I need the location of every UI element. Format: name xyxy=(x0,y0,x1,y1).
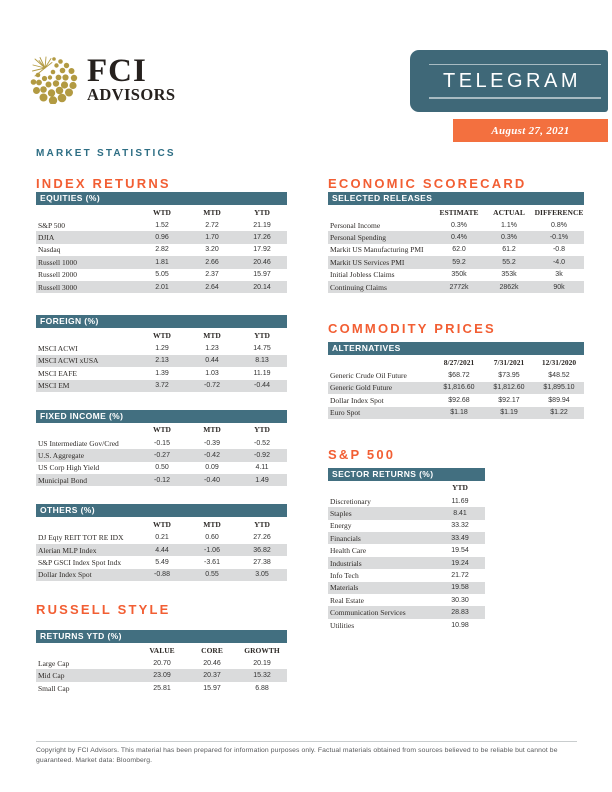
table-selected-releases xyxy=(328,192,584,293)
table-row xyxy=(328,394,584,406)
table-foreign xyxy=(36,315,287,392)
table-fixed-income xyxy=(36,410,287,487)
table-row xyxy=(36,669,287,681)
cell-value: 21.72 xyxy=(451,571,469,579)
row-label: Personal Spending xyxy=(330,233,387,243)
cell-value: 17.26 xyxy=(253,234,271,242)
date-banner xyxy=(453,119,608,142)
cell-value: 8.13 xyxy=(255,357,269,365)
row-label: Mid Cap xyxy=(38,671,65,681)
table-body xyxy=(328,369,584,419)
column-header: WTD xyxy=(153,330,171,340)
table-title-bar: EQUITIES (%) xyxy=(36,192,287,205)
banner-title: TELEGRAM xyxy=(442,70,582,92)
row-label: Energy xyxy=(330,521,352,531)
column-header: ACTUAL xyxy=(493,207,525,217)
cell-value: 20.37 xyxy=(203,672,221,680)
table-title-bar: RETURNS YTD (%) xyxy=(36,630,287,643)
row-label: S&P 500 xyxy=(38,220,66,230)
cell-value: 1.39 xyxy=(155,369,169,377)
cell-value: 20.19 xyxy=(253,659,271,667)
row-label: Alerian MLP Index xyxy=(38,545,97,555)
column-header: MTD xyxy=(203,330,221,340)
cell-value: 0.96 xyxy=(155,234,169,242)
cell-value: -0.42 xyxy=(204,451,220,459)
cell-value: 2862k xyxy=(499,283,519,291)
cell-value: 20.14 xyxy=(253,283,271,291)
cell-value: 33.32 xyxy=(451,522,469,530)
section-heading-russell-style: RUSSELL STYLE xyxy=(36,602,171,618)
row-label: Euro Spot xyxy=(330,408,361,418)
table-header-row xyxy=(36,205,287,219)
table-row xyxy=(328,256,584,268)
cell-value: 3.05 xyxy=(255,571,269,579)
cell-value: 20.46 xyxy=(203,659,221,667)
cell-value: 3k xyxy=(555,271,563,279)
table-body xyxy=(36,342,287,392)
banner-rule-top xyxy=(429,64,601,66)
column-header: YTD xyxy=(452,483,468,493)
cell-value: $73.95 xyxy=(498,372,520,380)
table-body xyxy=(36,437,287,487)
cell-value: 15.97 xyxy=(203,684,221,692)
row-label: Generic Crude Oil Future xyxy=(330,371,407,381)
row-label: MSCI EM xyxy=(38,381,70,391)
cell-value: 61.2 xyxy=(502,246,516,254)
cell-value: -3.61 xyxy=(204,558,220,566)
cell-value: -0.44 xyxy=(254,382,270,390)
cell-value: $68.72 xyxy=(448,372,470,380)
cell-value: 0.3% xyxy=(451,221,467,229)
cell-value: 21.19 xyxy=(253,221,271,229)
row-label: Russell 2000 xyxy=(38,270,77,280)
column-header: MTD xyxy=(203,425,221,435)
cell-value: -0.39 xyxy=(204,439,220,447)
column-header: MTD xyxy=(203,519,221,529)
cell-value: 19.54 xyxy=(451,547,469,555)
cell-value: 1.23 xyxy=(205,345,219,353)
table-title-bar: FIXED INCOME (%) xyxy=(36,410,287,423)
table-row xyxy=(36,367,287,379)
cell-value: 11.69 xyxy=(451,497,469,505)
cell-value: 0.09 xyxy=(205,464,219,472)
cell-value: 4.11 xyxy=(255,464,269,472)
table-row xyxy=(36,437,287,449)
table-row xyxy=(328,507,485,519)
section-heading-commodity-prices: COMMODITY PRICES xyxy=(328,321,496,337)
cell-value: 30.30 xyxy=(451,596,469,604)
cell-value: 8.41 xyxy=(453,509,467,517)
right-column xyxy=(328,177,584,631)
cell-value: 5.05 xyxy=(155,271,169,279)
cell-value: 27.38 xyxy=(253,558,271,566)
cell-value: 1.29 xyxy=(155,345,169,353)
row-label: Industrials xyxy=(330,558,362,568)
table-row xyxy=(36,474,287,486)
table-row xyxy=(36,342,287,354)
row-label: MSCI EAFE xyxy=(38,368,77,378)
column-header: 12/31/2020 xyxy=(541,357,577,367)
cell-value: -0.92 xyxy=(254,451,270,459)
row-label: Info Tech xyxy=(330,570,359,580)
cell-value: $1.19 xyxy=(500,409,518,417)
table-body xyxy=(328,495,485,631)
row-label: Staples xyxy=(330,508,352,518)
table-row xyxy=(36,244,287,256)
cell-value: 353k xyxy=(501,271,517,279)
cell-value: 2.64 xyxy=(205,283,219,291)
table-header-row xyxy=(36,643,287,657)
row-label: Dollar Index Spot xyxy=(330,395,384,405)
cell-value: 5.49 xyxy=(155,558,169,566)
row-label: DJ Eqty REIT TOT RE IDX xyxy=(38,533,124,543)
banner-date: August 27, 2021 xyxy=(491,124,570,137)
cell-value: 1.70 xyxy=(205,234,219,242)
column-header: ESTIMATE xyxy=(439,207,479,217)
left-column xyxy=(36,177,287,694)
cell-value: -0.88 xyxy=(154,571,170,579)
row-label: Initial Jobless Claims xyxy=(330,270,395,280)
cell-value: 3.20 xyxy=(205,246,219,254)
cell-value: 10.98 xyxy=(451,621,469,629)
table-row xyxy=(328,520,485,532)
cell-value: $1.22 xyxy=(550,409,568,417)
table-row xyxy=(328,269,584,281)
table-row xyxy=(328,231,584,243)
table-body xyxy=(36,531,287,581)
table-title-bar: SECTOR RETURNS (%) xyxy=(328,468,485,481)
cell-value: 55.2 xyxy=(502,258,516,266)
cell-value: $89.94 xyxy=(548,396,570,404)
row-label: Utilities xyxy=(330,620,355,630)
row-label: Markit US Manufacturing PMI xyxy=(330,245,424,255)
cell-value: 4.44 xyxy=(155,546,169,554)
cell-value: 25.81 xyxy=(153,684,171,692)
table-row xyxy=(36,569,287,581)
page-title: MARKET STATISTICS xyxy=(36,148,176,159)
cell-value: 15.32 xyxy=(253,672,271,680)
column-header: CORE xyxy=(201,645,223,655)
table-header-row xyxy=(328,205,584,219)
row-label: US Intermediate Gov/Cred xyxy=(38,438,119,448)
column-header: YTD xyxy=(254,330,270,340)
table-row xyxy=(328,619,485,631)
table-returns-ytd xyxy=(36,630,287,694)
table-title-bar: OTHERS (%) xyxy=(36,504,287,517)
cell-value: 11.19 xyxy=(253,369,271,377)
row-label: Small Cap xyxy=(38,683,70,693)
footer-disclaimer: Copyright by FCI Advisors. This material has been prepared for information purposes only. Factual materials obtained from sources believed to be reliable but cannot be guaranteed. Market data: Bloomberg. xyxy=(36,747,558,764)
row-label: U.S. Aggregate xyxy=(38,450,85,460)
table-row xyxy=(328,244,584,256)
row-label: Russell 1000 xyxy=(38,257,77,267)
banner-rule-bottom xyxy=(429,97,601,99)
table-row xyxy=(328,557,485,569)
row-label: Russell 3000 xyxy=(38,282,77,292)
cell-value: 2.37 xyxy=(205,271,219,279)
cell-value: 1.52 xyxy=(155,221,169,229)
table-row xyxy=(328,407,584,419)
table-row xyxy=(328,281,584,293)
cell-value: 27.26 xyxy=(253,534,271,542)
cell-value: -0.52 xyxy=(254,439,270,447)
table-body xyxy=(328,219,584,293)
table-body xyxy=(36,219,287,293)
table-row xyxy=(328,594,485,606)
cell-value: 1.1% xyxy=(501,221,517,229)
cell-value: -0.27 xyxy=(154,451,170,459)
row-label: Municipal Bond xyxy=(38,475,87,485)
column-header: WTD xyxy=(153,207,171,217)
cell-value: 1.49 xyxy=(255,476,269,484)
cell-value: -0.1% xyxy=(549,234,569,242)
row-label: Materials xyxy=(330,583,359,593)
table-row xyxy=(36,219,287,231)
table-row xyxy=(328,582,485,594)
cell-value: 19.24 xyxy=(451,559,469,567)
cell-value: 62.0 xyxy=(452,246,466,254)
row-label: Generic Gold Future xyxy=(330,383,393,393)
row-label: Discretionary xyxy=(330,496,371,506)
table-others xyxy=(36,504,287,581)
row-label: Personal Income xyxy=(330,220,381,230)
section-heading-index-returns: INDEX RETURNS xyxy=(36,176,171,191)
cell-value: 2.66 xyxy=(205,258,219,266)
cell-value: $48.52 xyxy=(548,372,570,380)
cell-value: 1.03 xyxy=(205,369,219,377)
cell-value: 0.55 xyxy=(205,571,219,579)
cell-value: 14.75 xyxy=(253,345,271,353)
cell-value: 15.97 xyxy=(253,271,271,279)
table-header-row xyxy=(328,481,485,495)
cell-value: 2.82 xyxy=(155,246,169,254)
row-label: S&P GSCI Index Spot Indx xyxy=(38,557,122,567)
column-header: MTD xyxy=(203,207,221,217)
row-label: Continuing Claims xyxy=(330,282,387,292)
row-label: Dollar Index Spot xyxy=(38,570,92,580)
cell-value: 3.72 xyxy=(155,382,169,390)
table-header-row xyxy=(328,355,584,369)
row-label: US Corp High Yield xyxy=(38,463,100,473)
table-row xyxy=(36,462,287,474)
column-header: WTD xyxy=(153,519,171,529)
cell-value: 2.72 xyxy=(205,221,219,229)
cell-value: 350k xyxy=(451,271,467,279)
table-row xyxy=(328,532,485,544)
section-heading-sp500: S&P 500 xyxy=(328,446,396,462)
table-row xyxy=(36,380,287,392)
column-header: YTD xyxy=(254,425,270,435)
cell-value: 90k xyxy=(553,283,565,291)
cell-value: $92.17 xyxy=(498,396,520,404)
logo-line1: FCI xyxy=(87,53,147,89)
column-header: VALUE xyxy=(149,645,175,655)
cell-value: 1.81 xyxy=(155,258,169,266)
cell-value: 0.50 xyxy=(155,464,169,472)
cell-value: $1,895.10 xyxy=(543,384,575,392)
column-header: 7/31/2021 xyxy=(493,357,525,367)
cell-value: -0.72 xyxy=(204,382,220,390)
table-row xyxy=(36,682,287,694)
table-row xyxy=(328,369,584,381)
cell-value: -0.15 xyxy=(154,439,170,447)
cell-value: 0.8% xyxy=(551,221,567,229)
footer-divider xyxy=(36,741,577,742)
row-label: Real Estate xyxy=(330,595,364,605)
table-row xyxy=(36,281,287,293)
cell-value: $1,816.60 xyxy=(443,384,475,392)
column-header: YTD xyxy=(254,207,270,217)
table-row xyxy=(36,355,287,367)
table-equities xyxy=(36,192,287,293)
table-header-row xyxy=(36,328,287,342)
table-title-bar: SELECTED RELEASES xyxy=(328,192,584,205)
table-row xyxy=(328,382,584,394)
page-footer xyxy=(36,741,577,765)
table-row xyxy=(328,569,485,581)
row-label: Large Cap xyxy=(38,658,70,668)
cell-value: 17.92 xyxy=(253,246,271,254)
cell-value: 33.49 xyxy=(451,534,469,542)
cell-value: 0.3% xyxy=(501,234,517,242)
row-label: Nasdaq xyxy=(38,245,61,255)
table-sector-returns xyxy=(328,468,485,631)
cell-value: 0.44 xyxy=(205,357,219,365)
cell-value: 0.21 xyxy=(155,534,169,542)
logo-line2: ADVISORS xyxy=(87,85,176,104)
row-label: Health Care xyxy=(330,546,367,556)
cell-value: $1,812.60 xyxy=(493,384,525,392)
row-label: MSCI ACWI xyxy=(38,344,78,354)
section-heading-economic-scorecard: ECONOMIC SCORECARD xyxy=(328,176,527,191)
table-row xyxy=(36,657,287,669)
cell-value: -0.12 xyxy=(154,476,170,484)
row-label: Markit US Services PMI xyxy=(330,257,405,267)
cell-value: 59.2 xyxy=(452,258,466,266)
table-row xyxy=(328,606,485,618)
cell-value: 20.46 xyxy=(253,258,271,266)
row-label: Financials xyxy=(330,533,361,543)
cell-value: 36.82 xyxy=(253,546,271,554)
cell-value: 0.4% xyxy=(451,234,467,242)
cell-value: 19.58 xyxy=(451,584,469,592)
column-header: YTD xyxy=(254,519,270,529)
table-row xyxy=(36,556,287,568)
cell-value: 23.09 xyxy=(153,672,171,680)
table-row xyxy=(36,269,287,281)
cell-value: 2772k xyxy=(449,283,469,291)
column-header: DIFFERENCE xyxy=(534,207,584,217)
cell-value: -1.06 xyxy=(204,546,220,554)
table-row xyxy=(36,449,287,461)
table-row xyxy=(328,495,485,507)
table-row xyxy=(36,231,287,243)
table-header-row xyxy=(36,517,287,531)
table-title-bar: FOREIGN (%) xyxy=(36,315,287,328)
cell-value: 28.83 xyxy=(451,609,469,617)
column-header: WTD xyxy=(153,425,171,435)
row-label: Communication Services xyxy=(330,608,406,618)
cell-value: $1.18 xyxy=(450,409,468,417)
table-row xyxy=(36,531,287,543)
cell-value: 2.13 xyxy=(155,357,169,365)
column-header: GROWTH xyxy=(244,645,280,655)
fci-globe-icon xyxy=(30,56,78,104)
cell-value: -0.8 xyxy=(552,246,566,254)
table-row xyxy=(36,544,287,556)
fci-logo xyxy=(30,53,176,104)
cell-value: -0.40 xyxy=(204,476,220,484)
cell-value: 0.60 xyxy=(205,534,219,542)
cell-value: 2.01 xyxy=(155,283,169,291)
table-header-row xyxy=(36,423,287,437)
table-alternatives xyxy=(328,342,584,419)
row-label: DJIA xyxy=(38,233,55,243)
table-row xyxy=(36,256,287,268)
cell-value: $92.68 xyxy=(448,396,470,404)
column-header: 8/27/2021 xyxy=(443,357,475,367)
table-title-bar: ALTERNATIVES xyxy=(328,342,584,355)
cell-value: 6.88 xyxy=(255,684,269,692)
cell-value: -4.0 xyxy=(552,258,566,266)
table-body xyxy=(36,657,287,694)
row-label: MSCI ACWI xUSA xyxy=(38,356,99,366)
table-row xyxy=(328,219,584,231)
cell-value: 20.70 xyxy=(153,659,171,667)
table-row xyxy=(328,544,485,556)
logo-wordmark xyxy=(87,53,176,104)
telegram-banner xyxy=(410,50,608,112)
